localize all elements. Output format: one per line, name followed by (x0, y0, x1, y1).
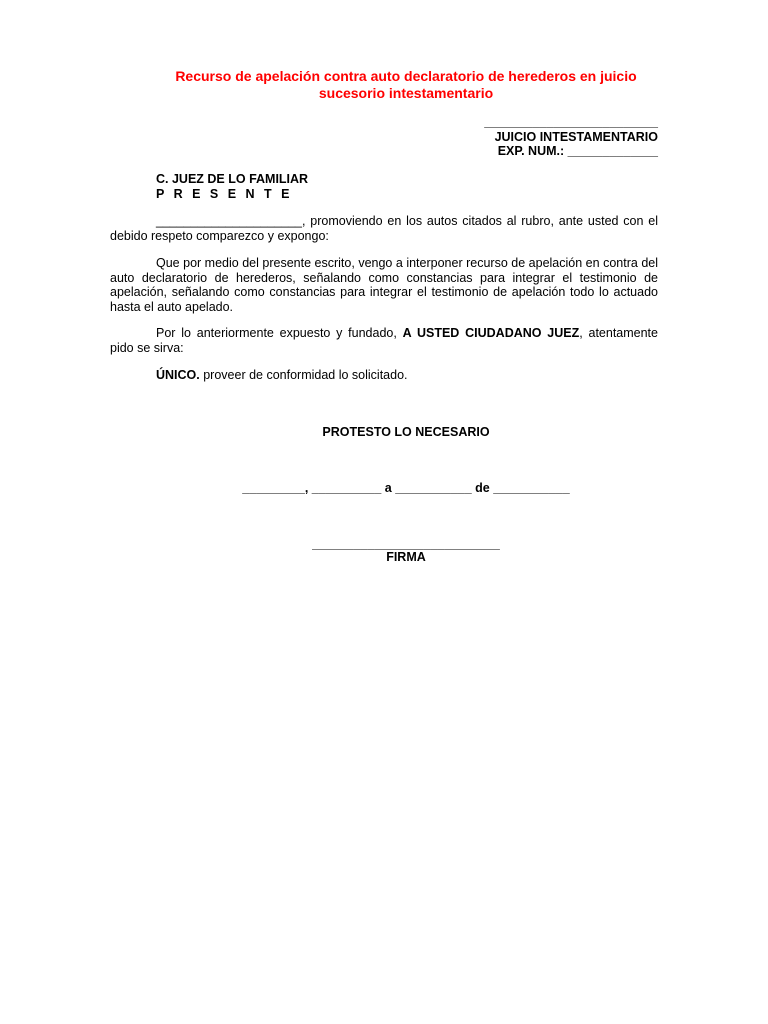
addressee-judge: C. JUEZ DE LO FAMILIAR (156, 172, 309, 186)
place-date-line: _________, __________ a ___________ de ___________ (242, 481, 570, 495)
document-title (110, 68, 702, 102)
paragraph-request (110, 326, 658, 355)
protesto-line: PROTESTO LO NECESARIO (322, 425, 490, 439)
paragraph-unico (110, 368, 658, 383)
request-text-post: , atentamente pido se sirva: (110, 326, 658, 355)
signature-line: ___________________________ (312, 537, 500, 551)
signature-label: FIRMA (386, 550, 426, 564)
paragraph-appeal: Que por medio del presente escrito, vengo a interponer recurso de apelación en contra del auto declaratorio de herederos, señalando como constancias para integrar el testimonio de apelación, señalando como constancias para integrar el testimonio de apelación todo lo actuado hasta el auto apelado. (110, 256, 658, 314)
unico-text: proveer de conformidad lo solicitado. (199, 368, 408, 382)
expedient-number: EXP. NUM.: _____________ (497, 144, 658, 158)
addressee-block (156, 172, 308, 201)
addressee-presente: P R E S E N T E (156, 186, 293, 201)
request-text-pre: Por lo anteriormente expuesto y fundado, (156, 326, 403, 340)
request-text-bold: A USTED CIUDADANO JUEZ (402, 326, 580, 340)
case-type: JUICIO INTESTAMENTARIO (494, 129, 658, 144)
title-line-1: Recurso de apelación contra auto declaratorio de herederos en juicio (175, 68, 637, 84)
unico-label: ÚNICO. (156, 368, 200, 382)
case-header (484, 115, 658, 159)
paragraph-intro: _____________________, promoviendo en los autos citados al rubro, ante usted con el debido respeto comparezco y expongo: (110, 214, 658, 243)
case-blank-line: _________________________ (484, 115, 658, 129)
title-line-2: sucesorio intestamentario (318, 85, 494, 101)
